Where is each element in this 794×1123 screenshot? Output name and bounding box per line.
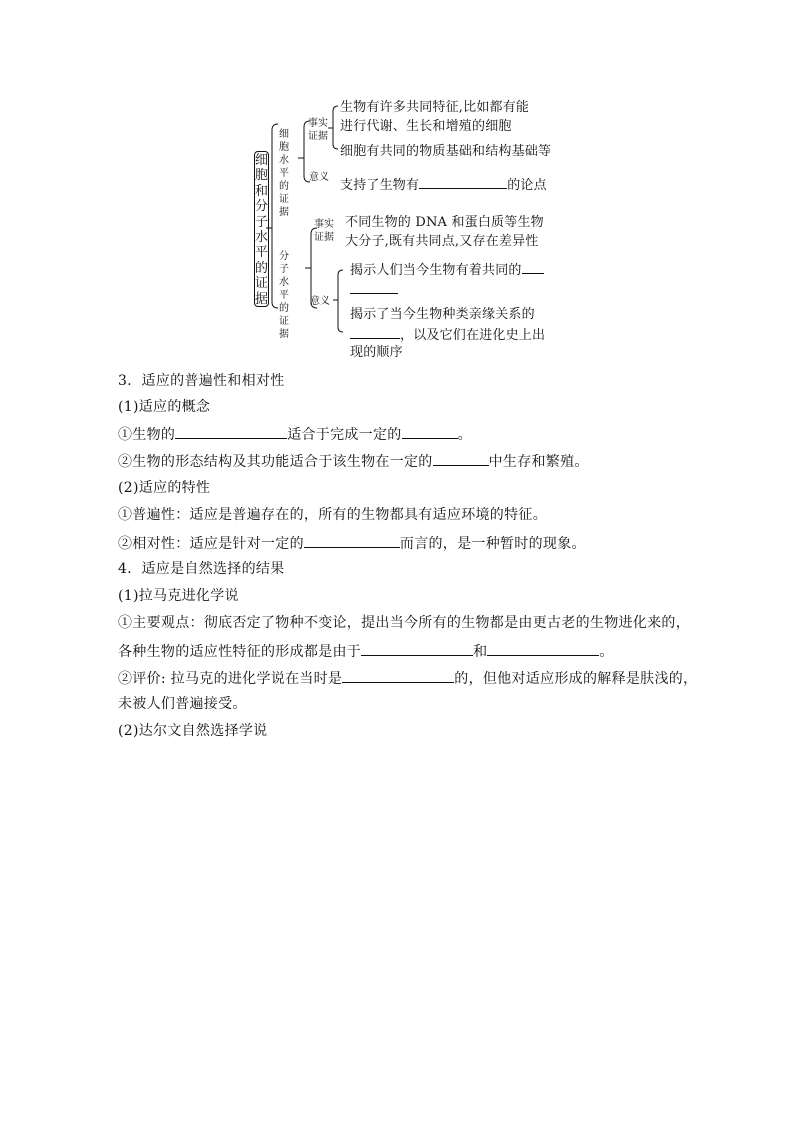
- blank-molecular-meaning-2[interactable]: [350, 326, 400, 339]
- cell-level-label: 细胞水平的证据: [279, 129, 289, 218]
- section3-sub2: (2)适应的特性: [118, 480, 211, 496]
- blank-s4-item2[interactable]: [342, 668, 454, 683]
- cell-fact-2: 细胞有共同的物质基础和结构基础等: [340, 144, 552, 159]
- cell-meaning-pre: 支持了生物有: [340, 178, 420, 193]
- cell-meaning-post: 的论点: [507, 178, 547, 193]
- molecular-meaning-label: 意义: [310, 296, 330, 307]
- molecular-level-label: 分子水平的证据: [279, 251, 289, 340]
- molecular-meaning-1-cont: [350, 281, 398, 299]
- section4-item2-post: 的，但他对适应形成的解释是肤浅的，: [454, 671, 698, 687]
- cell-fact-1-line-2: 进行代谢、生长和增殖的细胞: [340, 119, 512, 134]
- section4-item2-pre: ②评价: 拉马克的进化学说在当时是: [118, 671, 343, 687]
- section4-item1-line2-post: 。: [599, 644, 614, 660]
- section3-heading: 3．适应的普遍性和相对性: [118, 373, 285, 389]
- section3-item2: [118, 451, 589, 471]
- blank-molecular-meaning-1a[interactable]: [522, 261, 544, 274]
- section4-heading: 4．适应是自然选择的结果: [118, 561, 285, 577]
- section4-item1-line2-pre: 各种生物的适应性特征的形成都是由于: [118, 644, 362, 660]
- cell-facts-bracket: [333, 106, 338, 149]
- blank-cell-meaning[interactable]: [419, 176, 507, 189]
- molecular-meaning-2-line-2: [350, 326, 545, 344]
- molecular-meaning-2-line-2-post: ，以及它们在进化史上出: [400, 328, 546, 343]
- diagram-root-label: 细胞和分子水平的证据: [255, 153, 269, 307]
- section3-item1: [118, 424, 472, 444]
- section4-item1-line2-mid: 和: [473, 644, 488, 660]
- section3-sub1: (1)适应的概念: [118, 399, 211, 415]
- molecular-meaning-1: [350, 261, 544, 279]
- molecular-meaning-2-line-3: 现的顺序: [350, 345, 403, 360]
- section3-item3: ①普遍性：适应是普遍存在的，所有的生物都具有适应环境的特征。: [118, 507, 547, 523]
- section4-sub2: (2)达尔文自然选择学说: [118, 723, 268, 739]
- molecular-fact-line-2: 大分子,既有共同点,又存在差异性: [345, 234, 539, 249]
- diagram-root-box: [254, 151, 269, 307]
- section4-sub1: (1)拉马克进化学说: [118, 588, 239, 604]
- section3-item4: [118, 533, 586, 553]
- cell-meaning-label: 意义: [309, 172, 329, 183]
- section3-item1-post: 。: [457, 427, 472, 443]
- section3-item2-post: 中生存和繁殖。: [488, 454, 589, 470]
- section3-item4-post: 而言的，是一种暂时的现象。: [399, 536, 586, 552]
- blank-s3-item2[interactable]: [433, 451, 489, 466]
- cell-fact-1-line-1: 生物有许多共同特征,比如都有能: [340, 100, 530, 115]
- molecular-facts-label: 事实证据: [314, 219, 334, 243]
- molecular-meaning-2-line-1: 揭示了当今生物种类亲缘关系的: [350, 307, 535, 322]
- section3-item1-pre: ①生物的: [118, 427, 176, 443]
- molecular-meaning-1-text: 揭示人们当今生物有着共同的: [350, 263, 522, 278]
- section3-item4-pre: ②相对性：适应是针对一定的: [118, 536, 304, 552]
- blank-s4-item1-b[interactable]: [487, 641, 599, 656]
- blank-molecular-meaning-1b[interactable]: [350, 281, 398, 294]
- blank-s3-item1-b[interactable]: [402, 424, 458, 439]
- blank-s3-item1-a[interactable]: [175, 424, 287, 439]
- cell-facts-label: 事实证据: [308, 118, 328, 142]
- section4-item1-line2: [118, 641, 614, 661]
- section4-item2-line2: 未被人们普遍接受。: [118, 696, 247, 712]
- blank-s3-item4[interactable]: [304, 533, 400, 548]
- cell-meaning: [340, 176, 547, 194]
- molecular-meaning-bracket: [338, 270, 343, 332]
- blank-s4-item1-a[interactable]: [361, 641, 473, 656]
- molecular-fact-line-1: 不同生物的 DNA 和蛋白质等生物: [345, 215, 544, 230]
- section3-item1-mid: 适合于完成一定的: [287, 427, 402, 443]
- section3-item2-pre: ②生物的形态结构及其功能适合于该生物在一定的: [118, 454, 433, 470]
- section4-item1-line1: ①主要观点：彻底否定了物种不变论，提出当今所有的生物都是由更古老的生物进化来的，: [118, 615, 690, 631]
- section4-item2: [118, 668, 697, 688]
